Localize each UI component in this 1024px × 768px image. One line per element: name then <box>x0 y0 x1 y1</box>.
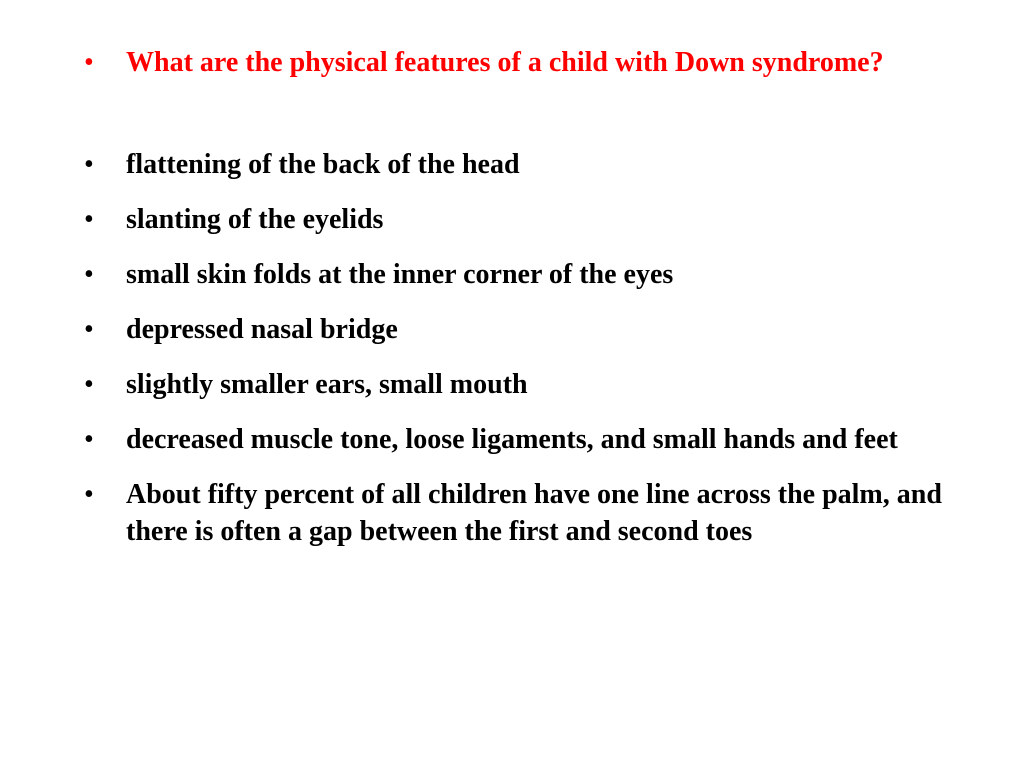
list-item-text: slanting of the eyelids <box>126 204 384 235</box>
list-item <box>84 311 944 348</box>
list-item-text: small skin folds at the inner corner of the eyes <box>126 259 674 290</box>
list-item-text: decreased muscle tone, loose ligaments, and small hands and feet <box>126 424 898 455</box>
bullet-icon: • <box>84 314 94 345</box>
list-item-text: flattening of the back of the head <box>126 149 520 180</box>
bullet-icon: • <box>84 259 94 290</box>
bullet-list <box>84 44 944 568</box>
list-item <box>84 421 944 458</box>
bullet-icon: • <box>84 424 94 455</box>
list-item <box>84 256 944 293</box>
list-item <box>84 146 944 183</box>
bullet-icon: • <box>84 149 94 180</box>
list-item-text: About fifty percent of all children have one line across the palm, and there is often a gap between the first and second toes <box>126 479 942 547</box>
heading-text: What are the physical features of a child with Down syndrome? <box>126 47 884 78</box>
list-item <box>84 201 944 238</box>
bullet-icon: • <box>84 479 94 510</box>
list-item-text: depressed nasal bridge <box>126 314 398 345</box>
list-item-text: slightly smaller ears, small mouth <box>126 369 528 400</box>
bullet-icon: • <box>84 369 94 400</box>
heading-question <box>84 44 944 81</box>
list-item <box>84 366 944 403</box>
bullet-icon: • <box>84 204 94 235</box>
bullet-icon: • <box>84 47 94 78</box>
list-item <box>84 476 944 550</box>
